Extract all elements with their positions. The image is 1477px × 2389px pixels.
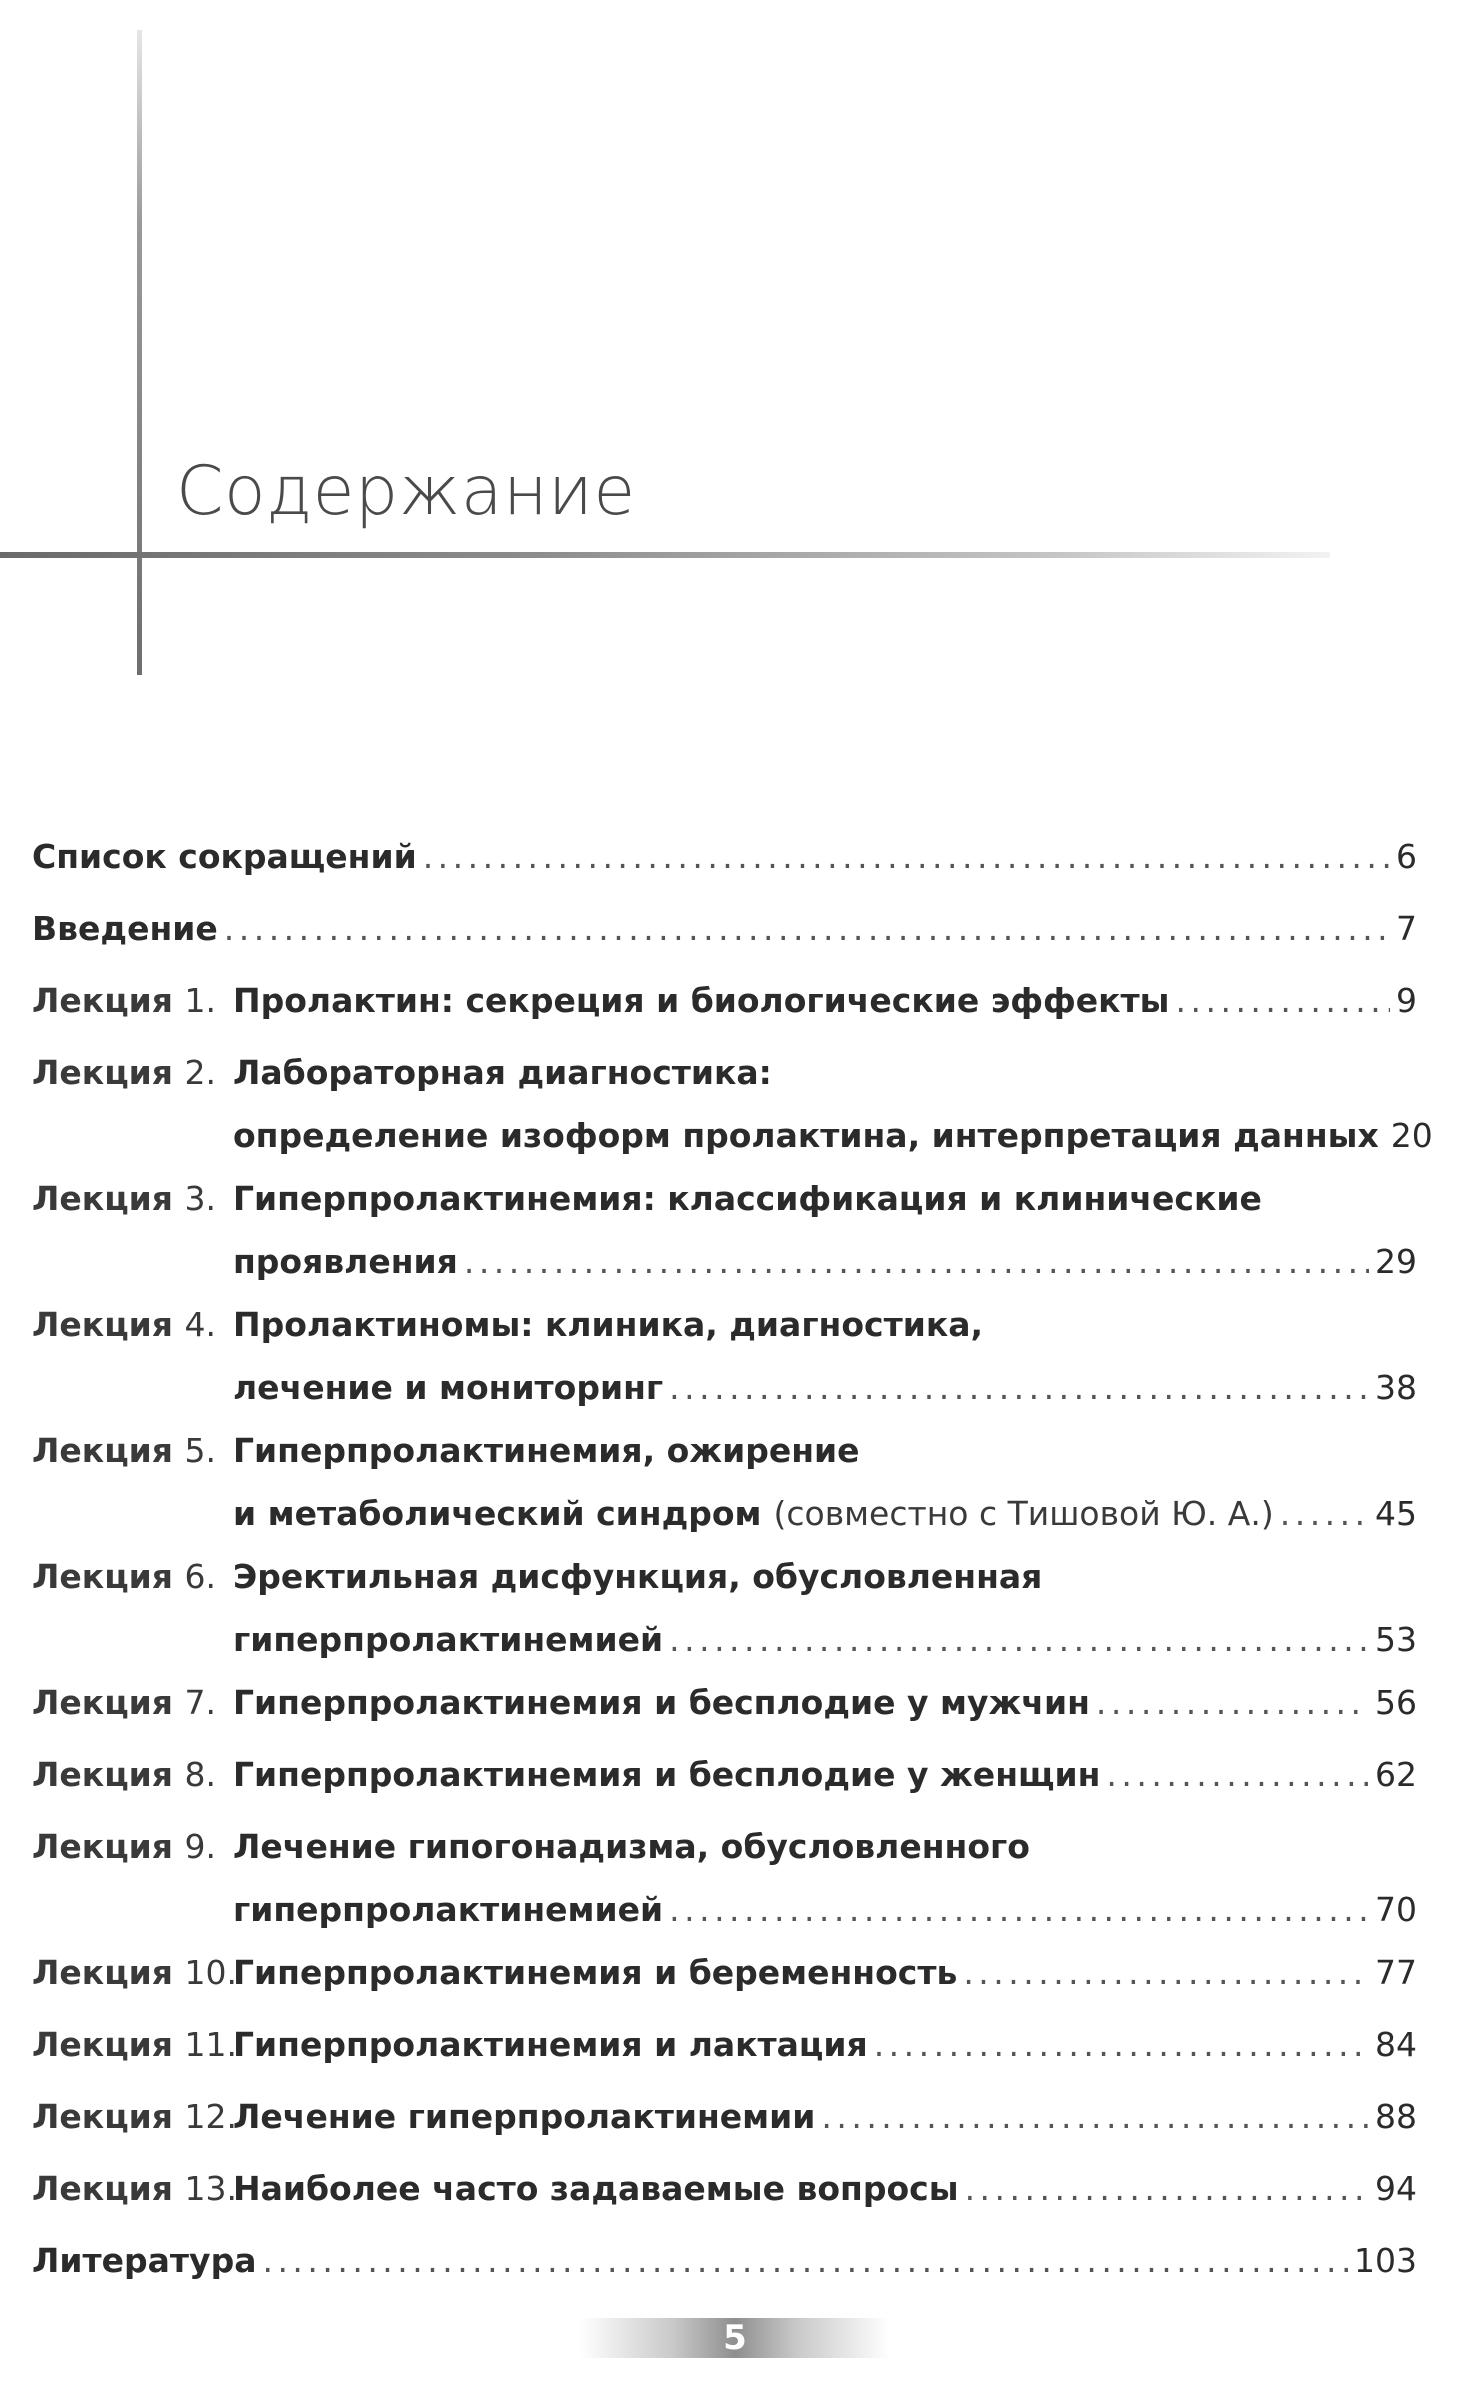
toc-entry-title: Введение <box>32 909 218 948</box>
toc-entry-title-cont: лечение и мониторинг <box>233 1368 664 1407</box>
leader-dots <box>262 2236 1348 2285</box>
toc-entry-title: Литература <box>32 2241 257 2280</box>
lecture-number: Лекция 8. <box>32 1755 216 1794</box>
toc-page-number: 7 <box>1396 909 1417 948</box>
toc-entry-title: Гиперпролактинемия и беременность <box>233 1953 958 1992</box>
toc-entry-title: Пролактин: секреция и биологические эффекты <box>233 981 1170 1020</box>
leader-dots <box>1176 976 1390 1025</box>
page-number: 5 <box>723 2318 747 2358</box>
toc-page-number: 77 <box>1375 1953 1417 1992</box>
page-title: Содержание <box>176 452 636 531</box>
leader-dots <box>963 1948 1369 1997</box>
toc-entry-title-cont: и метаболический синдром <box>233 1494 762 1533</box>
toc-page-number: 94 <box>1375 2169 1417 2208</box>
toc-page-number: 9 <box>1396 981 1417 1020</box>
toc-page-number: 38 <box>1375 1368 1417 1407</box>
lecture-number: Лекция 7. <box>32 1683 216 1722</box>
toc-entry-title-cont: проявления <box>233 1242 458 1281</box>
toc-entry-title-cont: определение изоформ пролактина, интерпретация данных <box>233 1116 1379 1155</box>
toc-entry-title: Лечение гиперпролактинемии <box>233 2097 816 2136</box>
toc-page-number: 84 <box>1375 2025 1417 2064</box>
lecture-number: Лекция 9. <box>32 1827 216 1866</box>
leader-dots <box>821 2092 1369 2141</box>
toc-entry-title: Гиперпролактинемия и бесплодие у мужчин <box>233 1683 1090 1722</box>
toc-page-number: 70 <box>1375 1890 1417 1929</box>
toc-page-number: 88 <box>1375 2097 1417 2136</box>
decorative-vertical-rule <box>137 30 142 675</box>
toc-page-number: 53 <box>1375 1620 1417 1659</box>
toc-entry-title: Эректильная дисфункция, обусловленная <box>233 1557 1043 1596</box>
lecture-number: Лекция 10. <box>32 1953 237 1992</box>
toc-entry-title: Гиперпролактинемия и бесплодие у женщин <box>233 1755 1101 1794</box>
leader-dots <box>874 2020 1369 2069</box>
toc-entry-title: Наиболее часто задаваемые вопросы <box>233 2169 959 2208</box>
toc-entry-title: Пролактиномы: клиника, диагностика, <box>233 1305 984 1344</box>
toc-page-number: 45 <box>1375 1494 1417 1533</box>
coauthor-note: (совместно с Тишовой Ю. А.) <box>773 1494 1274 1533</box>
lecture-number: Лекция 13. <box>32 2169 237 2208</box>
toc-page-number: 103 <box>1354 2241 1417 2280</box>
toc-page-number: 56 <box>1375 1683 1417 1722</box>
lecture-number: Лекция 5. <box>32 1431 216 1470</box>
toc-entry-title: Гиперпролактинемия: классификация и клинические <box>233 1179 1262 1218</box>
toc-entry-title-cont: гиперпролактинемией <box>233 1620 664 1659</box>
toc-entry-title: Гиперпролактинемия, ожирение <box>233 1431 860 1470</box>
leader-dots <box>1096 1678 1369 1727</box>
lecture-number: Лекция 4. <box>32 1305 216 1344</box>
lecture-number: Лекция 2. <box>32 1053 216 1092</box>
toc-entry-title: Список сокращений <box>32 837 417 876</box>
leader-dots <box>464 1237 1369 1286</box>
leader-dots <box>965 2164 1369 2213</box>
toc-page-number: 29 <box>1375 1242 1417 1281</box>
leader-dots <box>669 1885 1369 1934</box>
leader-dots <box>1106 1750 1369 1799</box>
toc-entry-title: Гиперпролактинемия и лактация <box>233 2025 868 2064</box>
leader-dots <box>224 904 1390 953</box>
decorative-horizontal-rule <box>0 552 1330 558</box>
leader-dots <box>1280 1489 1369 1538</box>
lecture-number: Лекция 11. <box>32 2025 237 2064</box>
toc-page-number: 6 <box>1396 837 1417 876</box>
toc-entry-title-cont: гиперпролактинемией <box>233 1890 664 1929</box>
toc-entry-title: Лечение гипогонадизма, обусловленного <box>233 1827 1030 1866</box>
toc-page-number: 62 <box>1375 1755 1417 1794</box>
lecture-number: Лекция 6. <box>32 1557 216 1596</box>
lecture-number: Лекция 1. <box>32 981 216 1020</box>
lecture-number: Лекция 3. <box>32 1179 216 1218</box>
page-number-band <box>580 2318 890 2358</box>
leader-dots <box>669 1615 1369 1664</box>
lecture-number: Лекция 12. <box>32 2097 237 2136</box>
leader-dots <box>423 832 1390 881</box>
leader-dots <box>669 1363 1369 1412</box>
toc-entry-title: Лабораторная диагностика: <box>233 1053 772 1092</box>
toc-page-number: 20 <box>1390 1116 1433 1155</box>
